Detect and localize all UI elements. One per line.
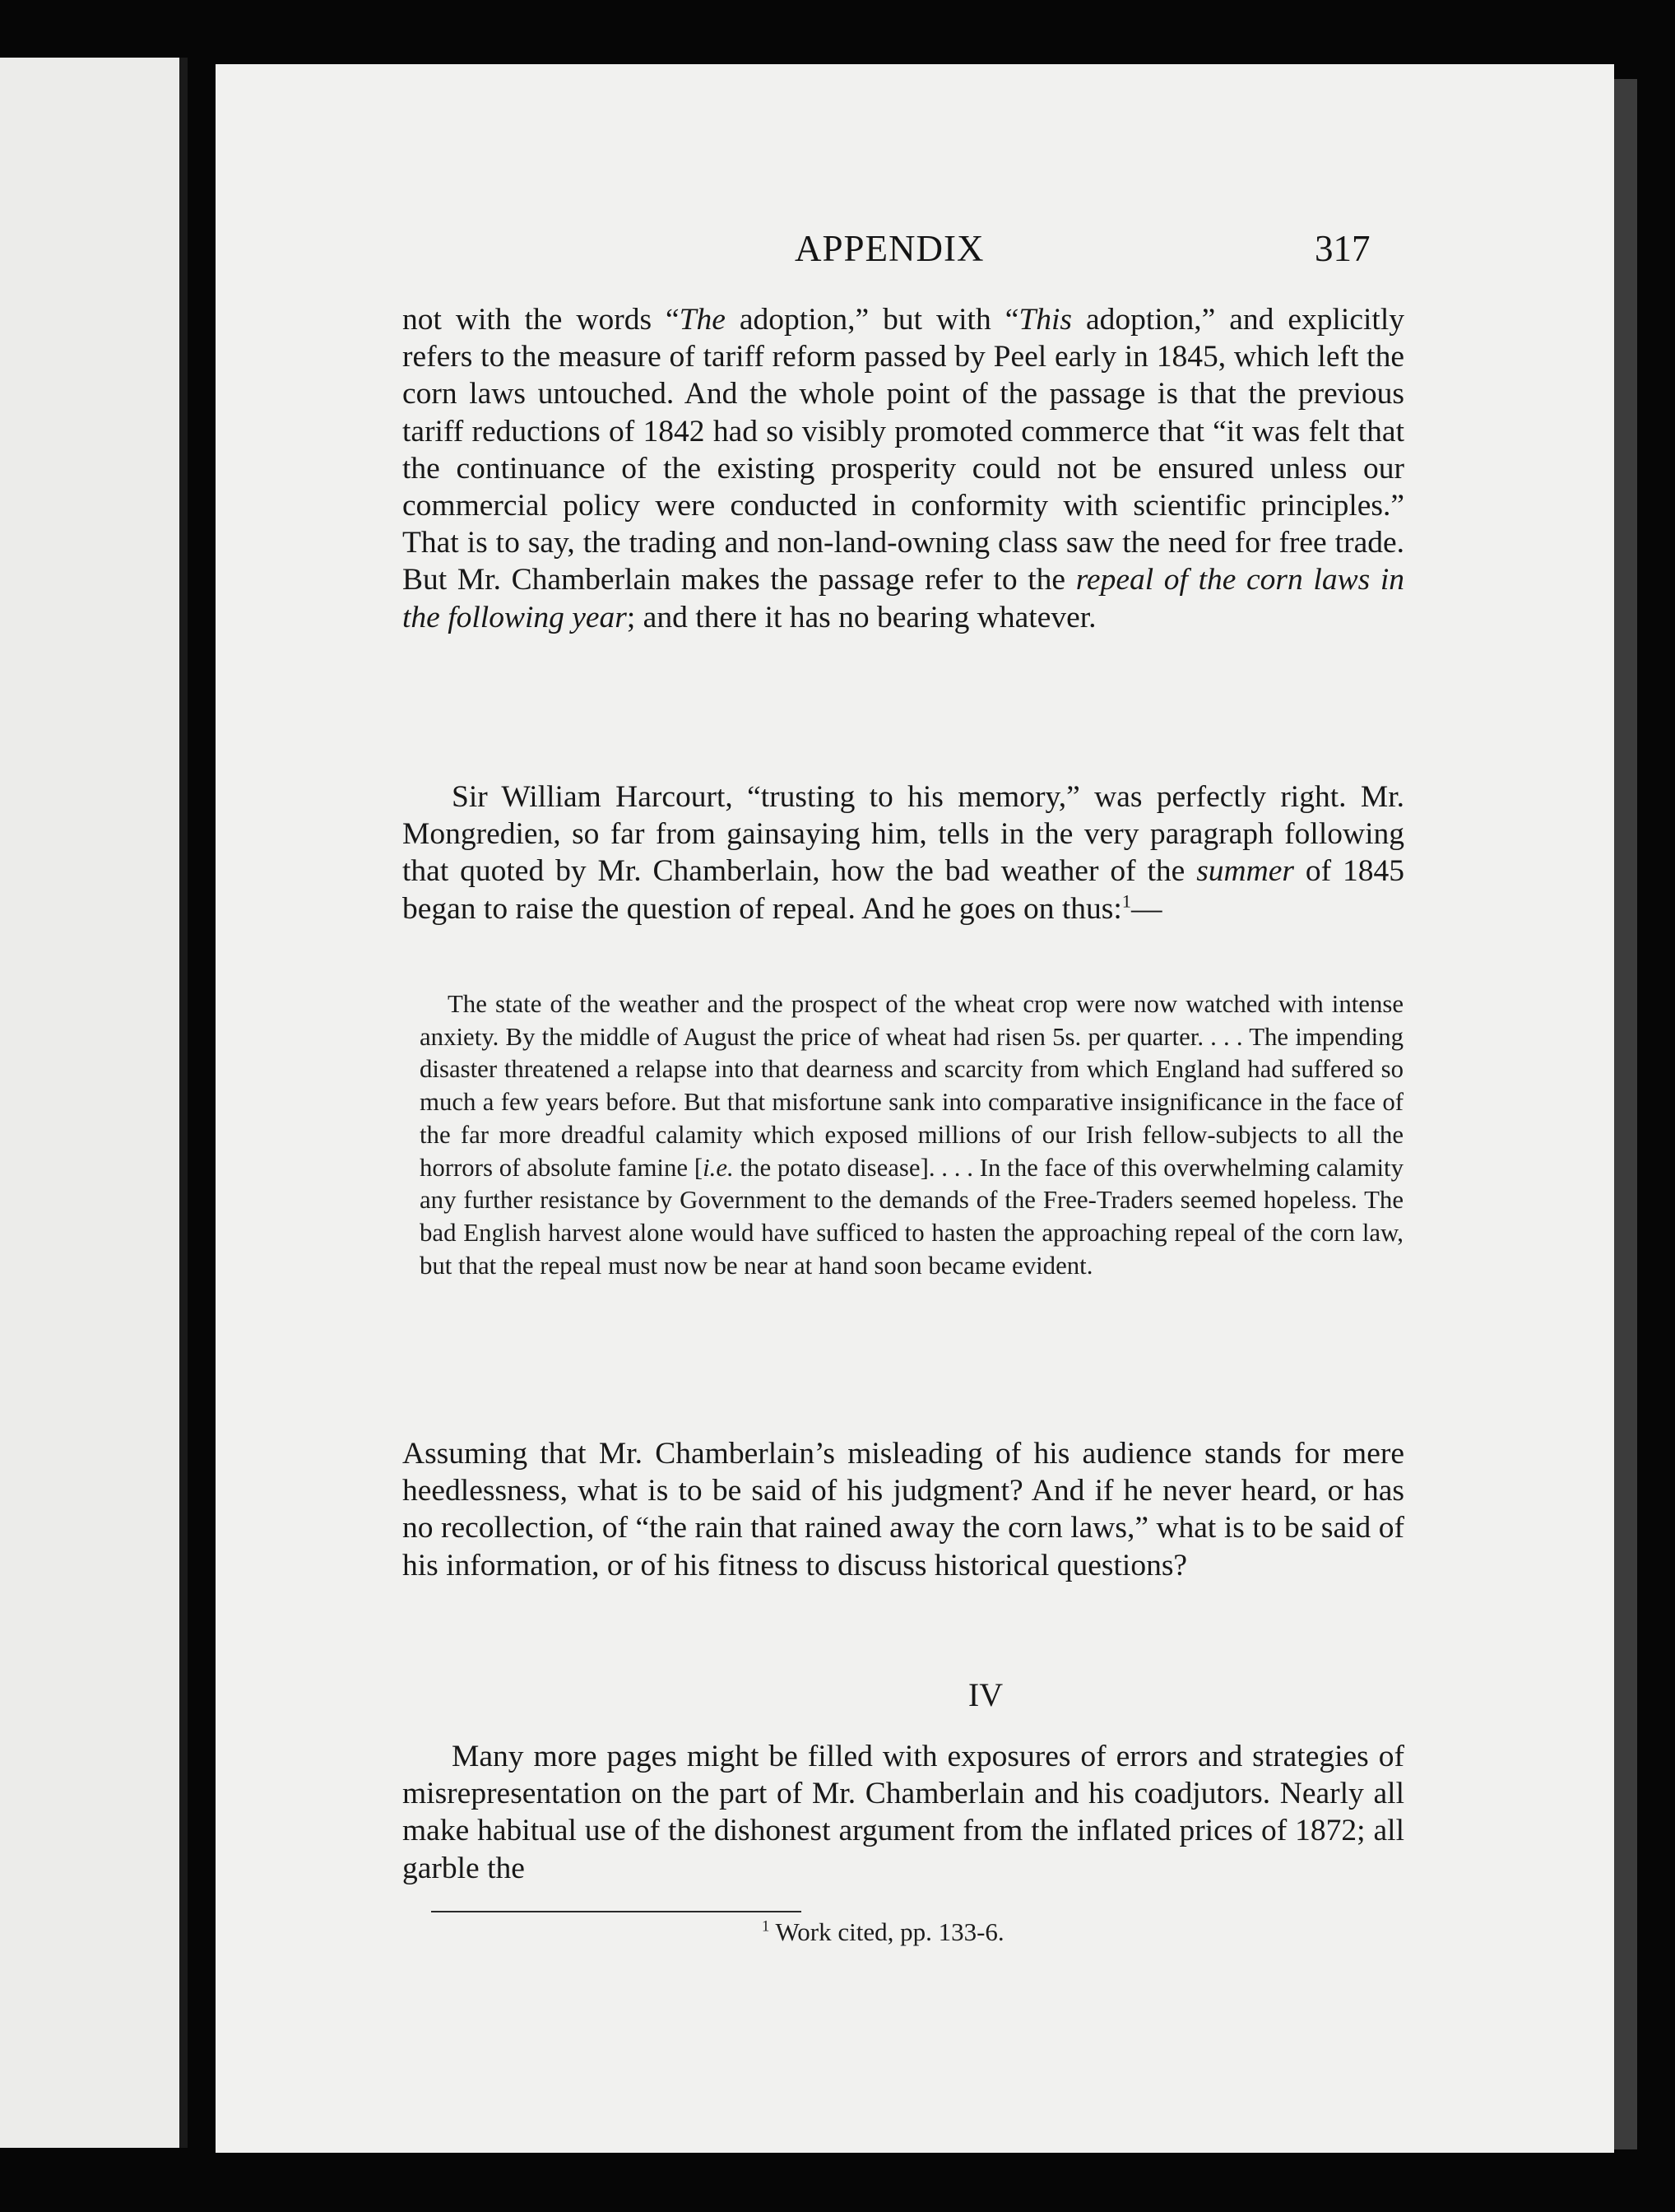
paragraph-1-text-2: adoption,” but with “ [725, 303, 1019, 337]
running-head: APPENDIX [795, 228, 985, 269]
facing-page-edge [0, 58, 188, 2148]
page-number: 317 [1315, 228, 1371, 269]
section-heading: IV [967, 1676, 1004, 1713]
paragraph-1-emph-2: This [1018, 303, 1072, 337]
quote-emph-1: i.e. [703, 1153, 734, 1182]
quote-text-1: The state of the weather and the prospect of the wheat crop were now watched with intense anxiety. By the middle of August the price of wheat had risen 5s. per quarter. . . . The impending disaster threatened a relapse into that dearness and scarcity from which England had suffered so much a few years before. But that misfortune sank into comparative insignificance in the face of the far more dreadful calamity which exposed millions of our Irish fellow-subjects to all the horrors of absolute famine [ [420, 990, 1404, 1182]
paragraph-2-emph-1: summer [1196, 854, 1294, 889]
paragraph-1 [402, 301, 1404, 636]
block-quote [420, 988, 1404, 1282]
page-stack-edge [1614, 79, 1637, 2149]
paragraph-1-text-1: not with the words “ [402, 303, 680, 337]
paragraph-4: Many more pages might be filled with exposures of errors and strategies of misrepresentation on the part of Mr. Chamberlain and his coadjutors. Nearly all make habitual use of the dishonest argument from the inflated prices of 1872; all garble the [402, 1740, 1404, 1885]
paragraph-1-emph-3: repeal of the corn laws in the following year [402, 563, 1404, 634]
footnote [762, 1917, 1005, 1947]
paragraph-1-text-3: adoption,” and explicitly refers to the measure of tariff reform passed by Peel early in 1845, which left the corn laws untouched. And the whole point of the passage is that the previous tariff reductions of 1842 had so visibly promoted commerce that “it was felt that the continuance of the existing prosperity could not be ensured unless our commercial policy were conducted in conformity with scientific principles.” That is to say, the trading and non-land-owning class saw the need for free trade. But Mr. Chamberlain makes the passage refer to the [402, 303, 1404, 597]
paragraph-2-text-1: Sir William Harcourt, “trusting to his memory,” was perfectly right. Mr. Mongredien, so far from gainsaying him, tells in the very paragraph following that quoted by Mr. Chamberlain, how the bad weather of the [402, 780, 1404, 889]
paragraph-2-text-2: of 1845 began to raise the question of repeal. And he goes on thus: [402, 854, 1404, 926]
paragraph-2-text-3: — [1131, 891, 1162, 926]
footnote-rule [431, 1911, 801, 1912]
page-gutter [179, 58, 188, 2148]
quote-text-2: the potato disease]. . . . In the face of this overwhelming calamity any further resistance by Government to the demands of the Free-Traders seemed hopeless. The bad English harvest alone would have sufficed to hasten the approaching repeal of the corn law, but that the repeal must now be near at hand soon became evident. [420, 1153, 1404, 1280]
paragraph-1-text-4: ; and there it has no bearing whatever. [626, 600, 1097, 634]
footnote-text: Work cited, pp. 133-6. [769, 1917, 1005, 1946]
footnote-marker: 1 [762, 1917, 770, 1936]
paragraph-2 [402, 778, 1404, 927]
paragraph-1-emph-1: The [679, 303, 726, 337]
book-page [216, 64, 1614, 2153]
paragraph-3: Assuming that Mr. Chamberlain’s misleading of his audience stands for mere heedlessness, what is to be said of his judgment? And if he never heard, or has no recollection, of “the rain that rained away the corn laws,” what is to be said of his information, or of his fitness to discuss historical questions? [402, 1437, 1404, 1582]
footnote-reference: 1 [1121, 890, 1132, 912]
page-header [216, 227, 1614, 293]
